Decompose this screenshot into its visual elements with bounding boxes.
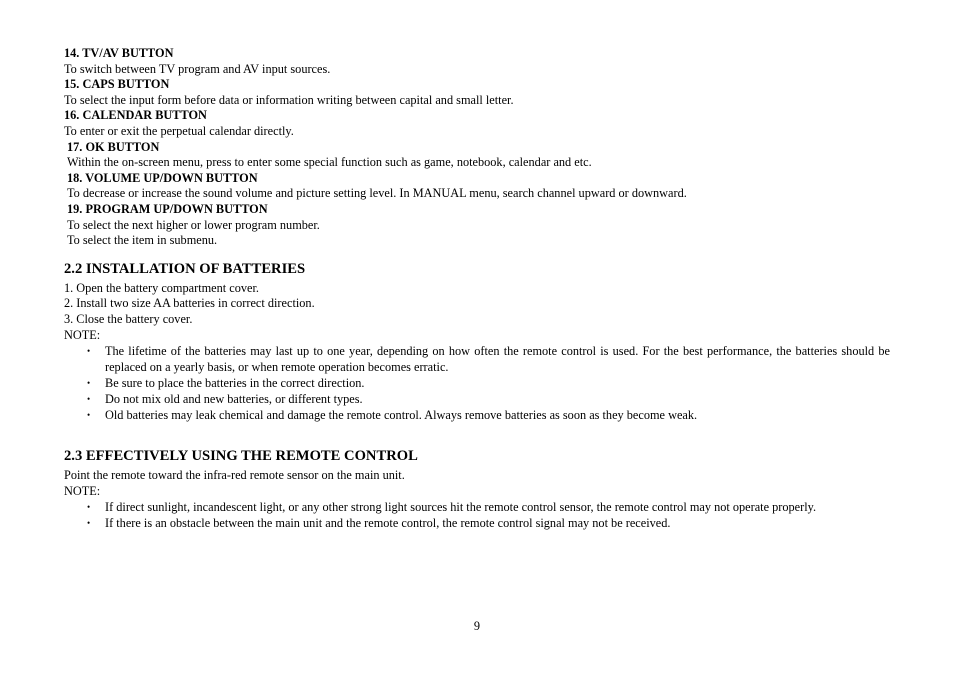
entry-heading: 19. PROGRAM UP/DOWN BUTTON <box>67 201 268 216</box>
page-number: 9 <box>473 619 481 633</box>
button-entry-ok <box>64 140 890 171</box>
bullet-icon: • <box>87 378 91 389</box>
entry-description: To decrease or increase the sound volume and picture setting level. In MANUAL menu, search channel upward or downward. <box>67 186 687 201</box>
battery-notes-list <box>64 343 890 423</box>
list-item <box>88 391 890 407</box>
entry-heading: 18. VOLUME UP/DOWN BUTTON <box>67 170 258 185</box>
entry-heading: 16. CALENDAR BUTTON <box>64 108 207 123</box>
list-item <box>88 407 890 423</box>
entry-description: To switch between TV program and AV input sources. <box>64 61 331 76</box>
entry-description: To select the input form before data or information writing between capital and small letter. <box>64 92 514 107</box>
bullet-icon: • <box>87 502 91 513</box>
remote-notes-list <box>64 499 890 531</box>
button-entry-volume <box>64 171 890 202</box>
entry-description: To select the item in submenu. <box>67 233 218 248</box>
section-title-batteries: 2.2 INSTALLATION OF BATTERIES <box>64 260 306 277</box>
remote-intro: Point the remote toward the infra-red remote sensor on the main unit. <box>64 468 405 483</box>
section-title-remote: 2.3 EFFECTIVELY USING THE REMOTE CONTROL <box>64 448 418 465</box>
list-item <box>88 499 890 515</box>
bullet-icon: • <box>87 518 91 529</box>
note-text: The lifetime of the batteries may last up to one year, depending on how often the remote control is used. For the best performance, the batteries should be replaced on a yearly basis, or when remote operation becomes erratic. <box>105 344 890 375</box>
list-item <box>88 515 890 531</box>
battery-step: 2. Install two size AA batteries in correct direction. <box>64 296 315 311</box>
button-entry-program <box>64 202 890 249</box>
note-text: Do not mix old and new batteries, or different types. <box>105 392 363 407</box>
note-text: If there is an obstacle between the main unit and the remote control, the remote control signal may not be received. <box>105 516 671 531</box>
note-label: NOTE: <box>64 327 101 342</box>
button-entry-calendar <box>64 108 890 139</box>
document-page <box>64 46 890 531</box>
entry-heading: 14. TV/AV BUTTON <box>64 46 174 60</box>
entry-heading: 17. OK BUTTON <box>67 139 160 154</box>
entry-description: To select the next higher or lower program number. <box>67 217 320 232</box>
button-entry-caps <box>64 77 890 108</box>
note-text: Old batteries may leak chemical and damage the remote control. Always remove batteries as soon as they become weak. <box>105 408 698 423</box>
note-label: NOTE: <box>64 483 101 498</box>
note-text: If direct sunlight, incandescent light, or any other strong light sources hit the remote control sensor, the remote control may not operate properly. <box>105 500 817 515</box>
bullet-icon: • <box>87 394 91 405</box>
entry-description: Within the on-screen menu, press to enter some special function such as game, notebook, calendar and etc. <box>67 155 592 170</box>
battery-step: 3. Close the battery cover. <box>64 311 193 326</box>
bullet-icon: • <box>87 410 91 421</box>
bullet-icon: • <box>87 346 91 357</box>
battery-step: 1. Open the battery compartment cover. <box>64 280 259 295</box>
note-text: Be sure to place the batteries in the correct direction. <box>105 376 365 391</box>
list-item <box>88 375 890 391</box>
entry-heading: 15. CAPS BUTTON <box>64 77 170 92</box>
button-entry-tv-av <box>64 46 890 77</box>
entry-description: To enter or exit the perpetual calendar directly. <box>64 123 294 138</box>
list-item <box>88 343 890 375</box>
